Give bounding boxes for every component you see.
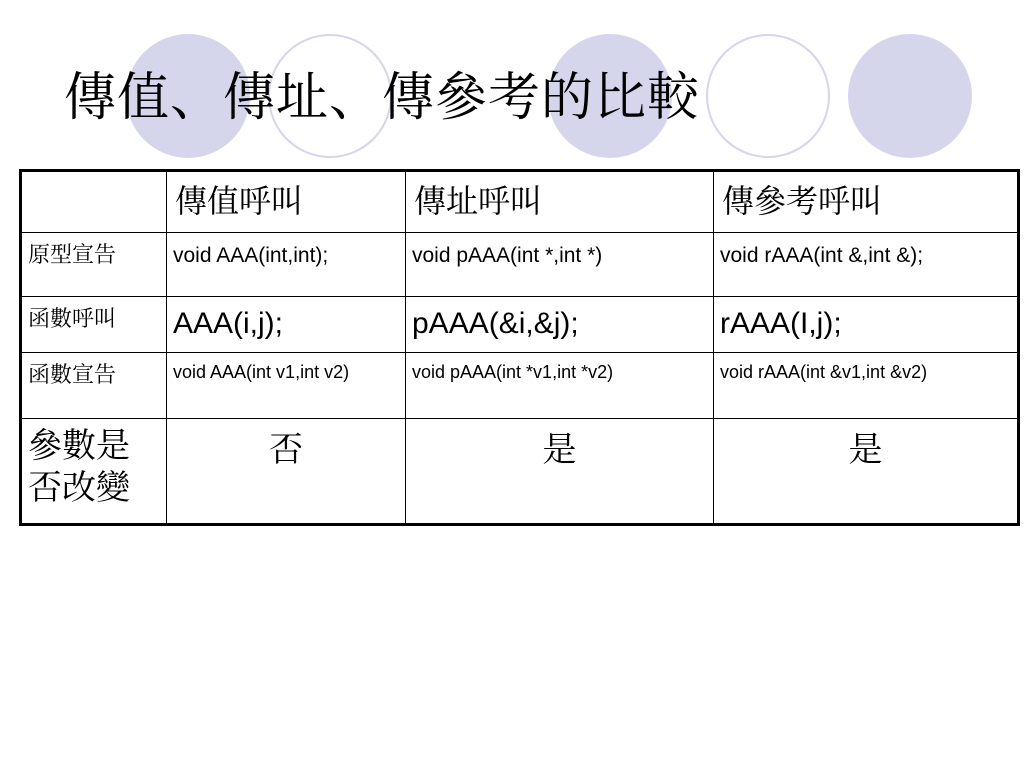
cell-prototype-address: void pAAA(int *,int *) [406, 233, 714, 297]
cell-declaration-address: void pAAA(int *v1,int *v2) [406, 353, 714, 419]
slide-title: 傳值、傳址、傳參考的比較 [64, 68, 701, 128]
header-call-by-address: 傳址呼叫 [406, 171, 714, 233]
decorative-circle-filled [848, 34, 972, 158]
comparison-table [19, 169, 1020, 526]
cell-call-address: pAAA(&i,&j); [406, 297, 714, 353]
row-label-function-declaration: 函數宣告 [21, 353, 167, 419]
cell-call-value: AAA(i,j); [167, 297, 406, 353]
table-corner-cell [21, 171, 167, 233]
cell-call-reference: rAAA(I,j); [714, 297, 1019, 353]
decorative-circle-ring [706, 34, 830, 158]
row-label-line-1: 參數是 [28, 426, 130, 466]
header-call-by-value: 傳值呼叫 [167, 171, 406, 233]
table-row-prototype [21, 233, 1019, 297]
table-row-function-declaration [21, 353, 1019, 419]
cell-changed-address: 是 [406, 419, 714, 525]
row-label-parameter-changed [21, 419, 167, 525]
table-header-row [21, 171, 1019, 233]
table-row-parameter-changed [21, 419, 1019, 525]
cell-prototype-value: void AAA(int,int); [167, 233, 406, 297]
cell-declaration-value: void AAA(int v1,int v2) [167, 353, 406, 419]
header-call-by-reference: 傳參考呼叫 [714, 171, 1019, 233]
cell-changed-reference: 是 [714, 419, 1019, 525]
row-label-function-call: 函數呼叫 [21, 297, 167, 353]
row-label-line-2: 否改變 [28, 468, 130, 508]
table-row-function-call [21, 297, 1019, 353]
cell-declaration-reference: void rAAA(int &v1,int &v2) [714, 353, 1019, 419]
row-label-prototype: 原型宣告 [21, 233, 167, 297]
cell-prototype-reference: void rAAA(int &,int &); [714, 233, 1019, 297]
cell-changed-value: 否 [167, 419, 406, 525]
